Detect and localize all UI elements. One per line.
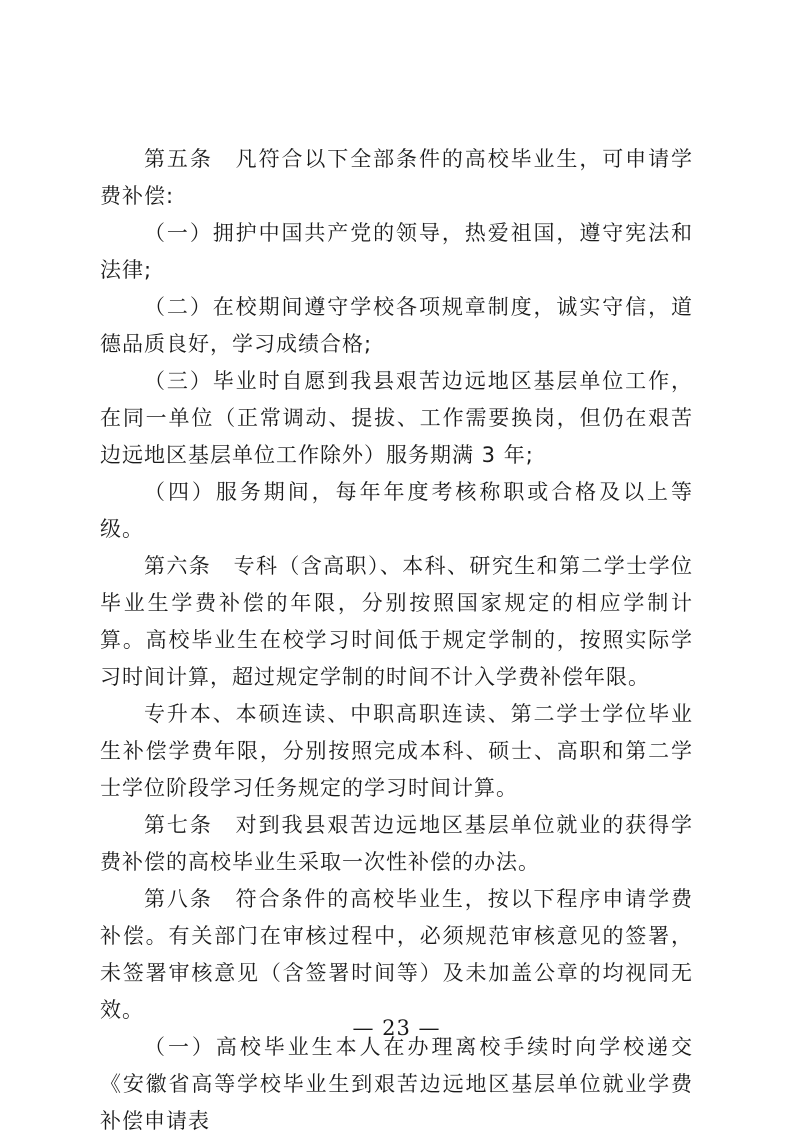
paragraph-condition-2: （二）在校期间遵守学校各项规章制度，诚实守信，道德品质良好，学习成绩合格; <box>100 295 693 356</box>
paragraph-procedure-1: （一）高校毕业生本人在办理离校手续时向学校递交《安徽省高等学校毕业生到艰苦边远地区基层单位就业学费补偿申请表 <box>100 1035 693 1133</box>
page-number: — 23 — <box>352 1016 441 1040</box>
paragraph-condition-3: （三）毕业时自愿到我县艰苦边远地区基层单位工作，在同一单位（正常调动、提拔、工作需要换岗，但仍在艰苦边远地区基层单位工作除外）服务期满 3 年; <box>100 369 693 467</box>
paragraph-article-8: 第八条 符合条件的高校毕业生，按以下程序申请学费补偿。有关部门在审核过程中，必须规范审核意见的签署，未签署审核意见（含签署时间等）及未加盖公章的均视同无效。 <box>100 887 693 1022</box>
paragraph-condition-4: （四）服务期间，每年年度考核称职或合格及以上等级。 <box>100 480 693 541</box>
document-body <box>100 141 693 1140</box>
paragraph-article-5: 第五条 凡符合以下全部条件的高校毕业生，可申请学费补偿: <box>100 147 693 208</box>
paragraph-article-7: 第七条 对到我县艰苦边远地区基层单位就业的获得学费补偿的高校毕业生采取一次性补偿的办法。 <box>100 813 693 874</box>
paragraph-condition-1: （一）拥护中国共产党的领导，热爱祖国，遵守宪法和法律; <box>100 221 693 282</box>
paragraph-article-6-continued: 专升本、本硕连读、中职高职连读、第二学士学位毕业生补偿学费年限，分别按照完成本科、硕士、高职和第二学士学位阶段学习任务规定的学习时间计算。 <box>100 702 693 800</box>
paragraph-article-6: 第六条 专科（含高职）、本科、研究生和第二学士学位毕业生学费补偿的年限，分别按照国家规定的相应学制计算。高校毕业生在校学习时间低于规定学制的，按照实际学习时间计算，超过规定学制的时间不计入学费补偿年限。 <box>100 554 693 689</box>
